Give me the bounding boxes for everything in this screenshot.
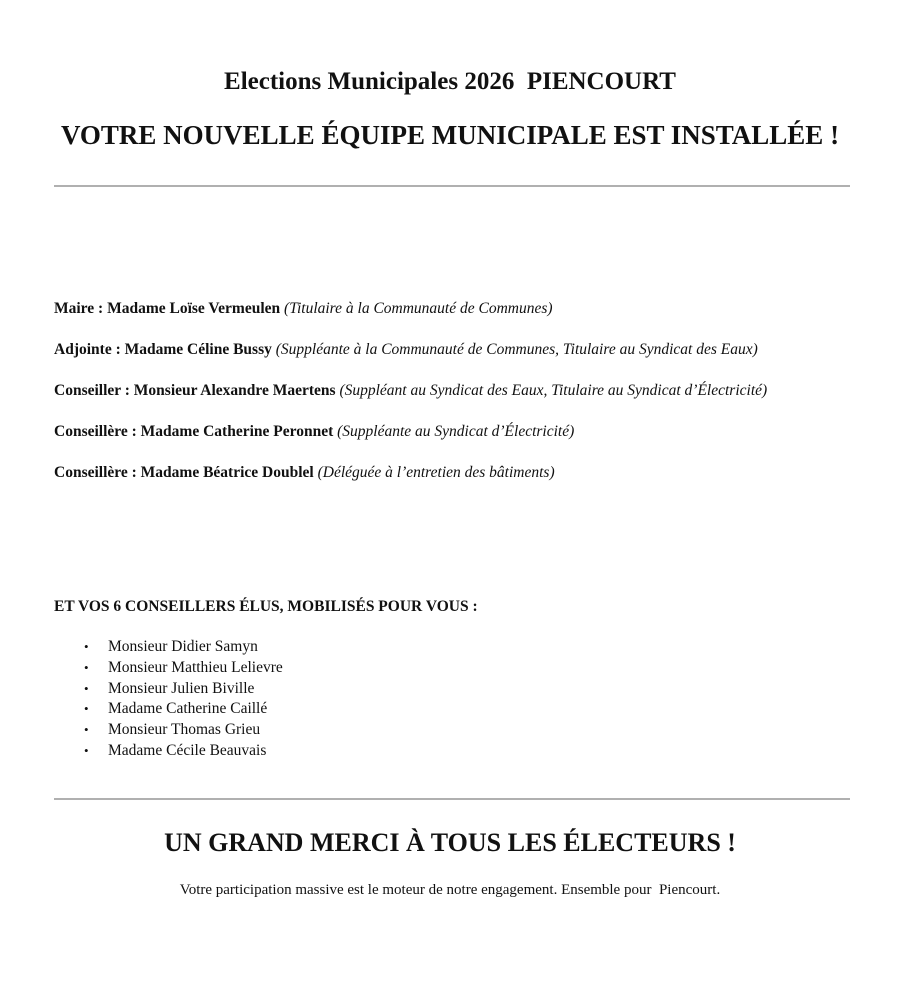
bullet-icon: • [84,742,89,758]
bottom-divider [54,798,850,800]
official-councillor-3 [54,462,850,483]
list-item [54,741,283,762]
bullet-icon: • [84,659,89,675]
bullet-icon: • [84,701,89,717]
officials-list [54,298,850,503]
councillor-name: Madame Catherine Caillé [108,700,268,718]
official-role: Maire : [54,300,104,317]
official-deputy [54,339,850,360]
official-name: Madame Béatrice Doublel [140,464,314,481]
official-role: Conseiller : [54,382,130,399]
thanks-heading: UN GRAND MERCI À TOUS LES ÉLECTEURS ! [164,828,736,857]
headline: VOTRE NOUVELLE ÉQUIPE MUNICIPALE EST INSTALLÉE ! [60,120,840,150]
official-duty: (Déléguée à l’entretien des bâtiments) [317,464,555,481]
official-councillor-1 [54,380,850,401]
official-role: Adjointe : [54,341,121,358]
councillor-name: Monsieur Julien Biville [108,679,255,697]
bullet-icon: • [84,680,89,696]
top-divider [54,185,850,187]
official-councillor-2 [54,421,850,442]
list-item [54,699,283,720]
list-item [54,637,283,658]
closing-message: Votre participation massive est le moteur de notre engagement. Ensemble pour Piencourt. [179,882,721,898]
councillor-name: Madame Cécile Beauvais [108,741,267,759]
councillor-name: Monsieur Thomas Grieu [108,721,261,739]
official-duty: (Suppléante à la Communauté de Communes, Titulaire au Syndicat des Eaux) [275,341,758,358]
official-duty: (Suppléante au Syndicat d’Électricité) [337,423,575,440]
list-item [54,658,283,679]
official-name: Madame Céline Bussy [124,341,272,358]
official-name: Madame Catherine Peronnet [140,423,334,440]
list-item [54,679,283,700]
list-item [54,720,283,741]
councillors-heading: ET VOS 6 CONSEILLERS ÉLUS, MOBILISÉS POUR VOUS : [54,598,478,615]
bullet-icon: • [84,722,89,738]
official-duty: (Titulaire à la Communauté de Communes) [284,300,553,317]
official-role: Conseillère : [54,464,137,481]
official-duty: (Suppléant au Syndicat des Eaux, Titulaire au Syndicat d’Électricité) [339,382,768,399]
councillor-name: Monsieur Matthieu Lelievre [108,658,283,676]
official-name: Madame Loïse Vermeulen [107,300,281,317]
official-role: Conseillère : [54,423,137,440]
councillors-list [54,637,283,762]
page-title: Elections Municipales 2026 PIENCOURT [224,68,676,95]
official-mayor [54,298,850,319]
bullet-icon: • [84,639,89,654]
official-name: Monsieur Alexandre Maertens [133,382,336,399]
councillor-name: Monsieur Didier Samyn [108,638,258,655]
